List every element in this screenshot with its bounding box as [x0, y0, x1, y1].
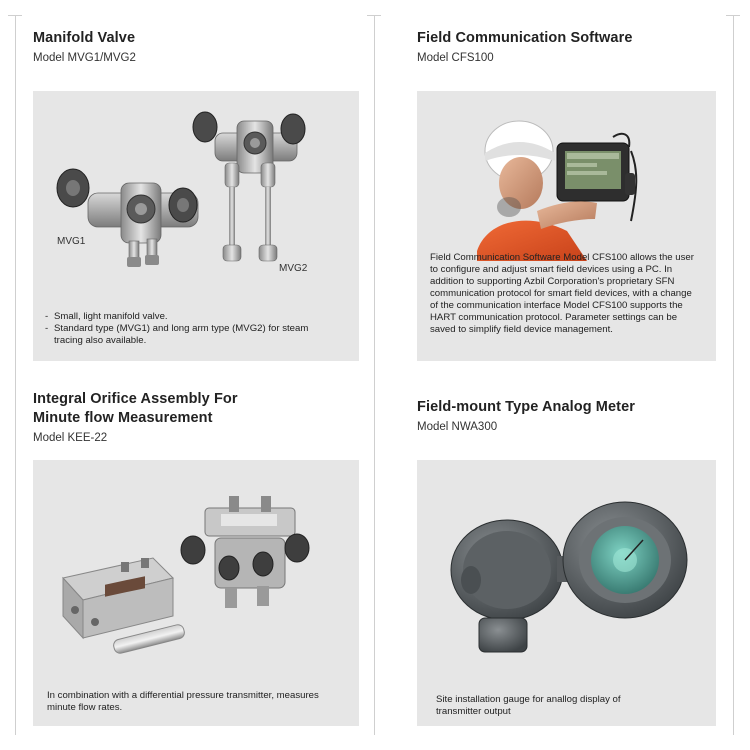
manifold-valve-panel: [33, 91, 359, 361]
manifold-valve-features: [45, 311, 335, 347]
field-communication-title: Field Communication Software: [417, 30, 633, 46]
top-right-frame-line: [726, 15, 740, 16]
analog-meter-panel: [417, 460, 716, 726]
analog-meter-title: Field-mount Type Analog Meter: [417, 399, 635, 415]
right-frame-line: [733, 15, 734, 735]
mvg1-label: MVG1: [57, 236, 86, 247]
manifold-assembly-drawing: [181, 496, 309, 608]
orifice-assembly-description: In combination with a differential pressure transmitter, measures minute flow rates.: [47, 690, 319, 713]
mvg1-valve-drawing: [57, 169, 198, 267]
orifice-assembly-model: Model KEE-22: [33, 432, 108, 444]
mvg2-label: MVG2: [279, 263, 308, 274]
analog-meter-description: Site installation gauge for anallog display of transmitter output: [436, 694, 621, 717]
top-left-frame-line: [8, 15, 22, 16]
field-communication-description: Field Communication Software Model CFS100 allows the user to configure and adjust smart field devices using a PC. In addition to supporting Azbil Corporation's proprietary SFN communication protocol for smart field devices, with a change of the communication interface Model CFS100 supports the HART communication protocol. Parameter settings can be saved to simplify field device management.: [430, 252, 694, 335]
manifold-valve-title: Manifold Valve: [33, 30, 136, 46]
orifice-assembly-title-line-1: Integral Orifice Assembly For: [33, 391, 238, 407]
feature-bullet: - Small, light manifold valve.: [45, 311, 335, 323]
field-communication-model: Model CFS100: [417, 52, 494, 64]
analog-meter-model: Model NWA300: [417, 421, 498, 433]
top-mid-frame-line: [367, 15, 381, 16]
middle-frame-line: [374, 15, 375, 735]
left-frame-line: [15, 15, 16, 735]
mvg2-valve-drawing: [193, 112, 305, 261]
analog-meter-image: [417, 460, 716, 726]
orifice-assembly-panel: [33, 460, 359, 726]
feature-bullet: - Standard type (MVG1) and long arm type (MVG2) for steam tracing also available.: [45, 323, 335, 347]
field-communication-panel: [417, 91, 716, 361]
orifice-assembly-title-line-2: Minute flow Measurement: [33, 410, 213, 426]
manifold-valve-model: Model MVG1/MVG2: [33, 52, 136, 64]
orifice-assembly-image: [33, 460, 359, 726]
